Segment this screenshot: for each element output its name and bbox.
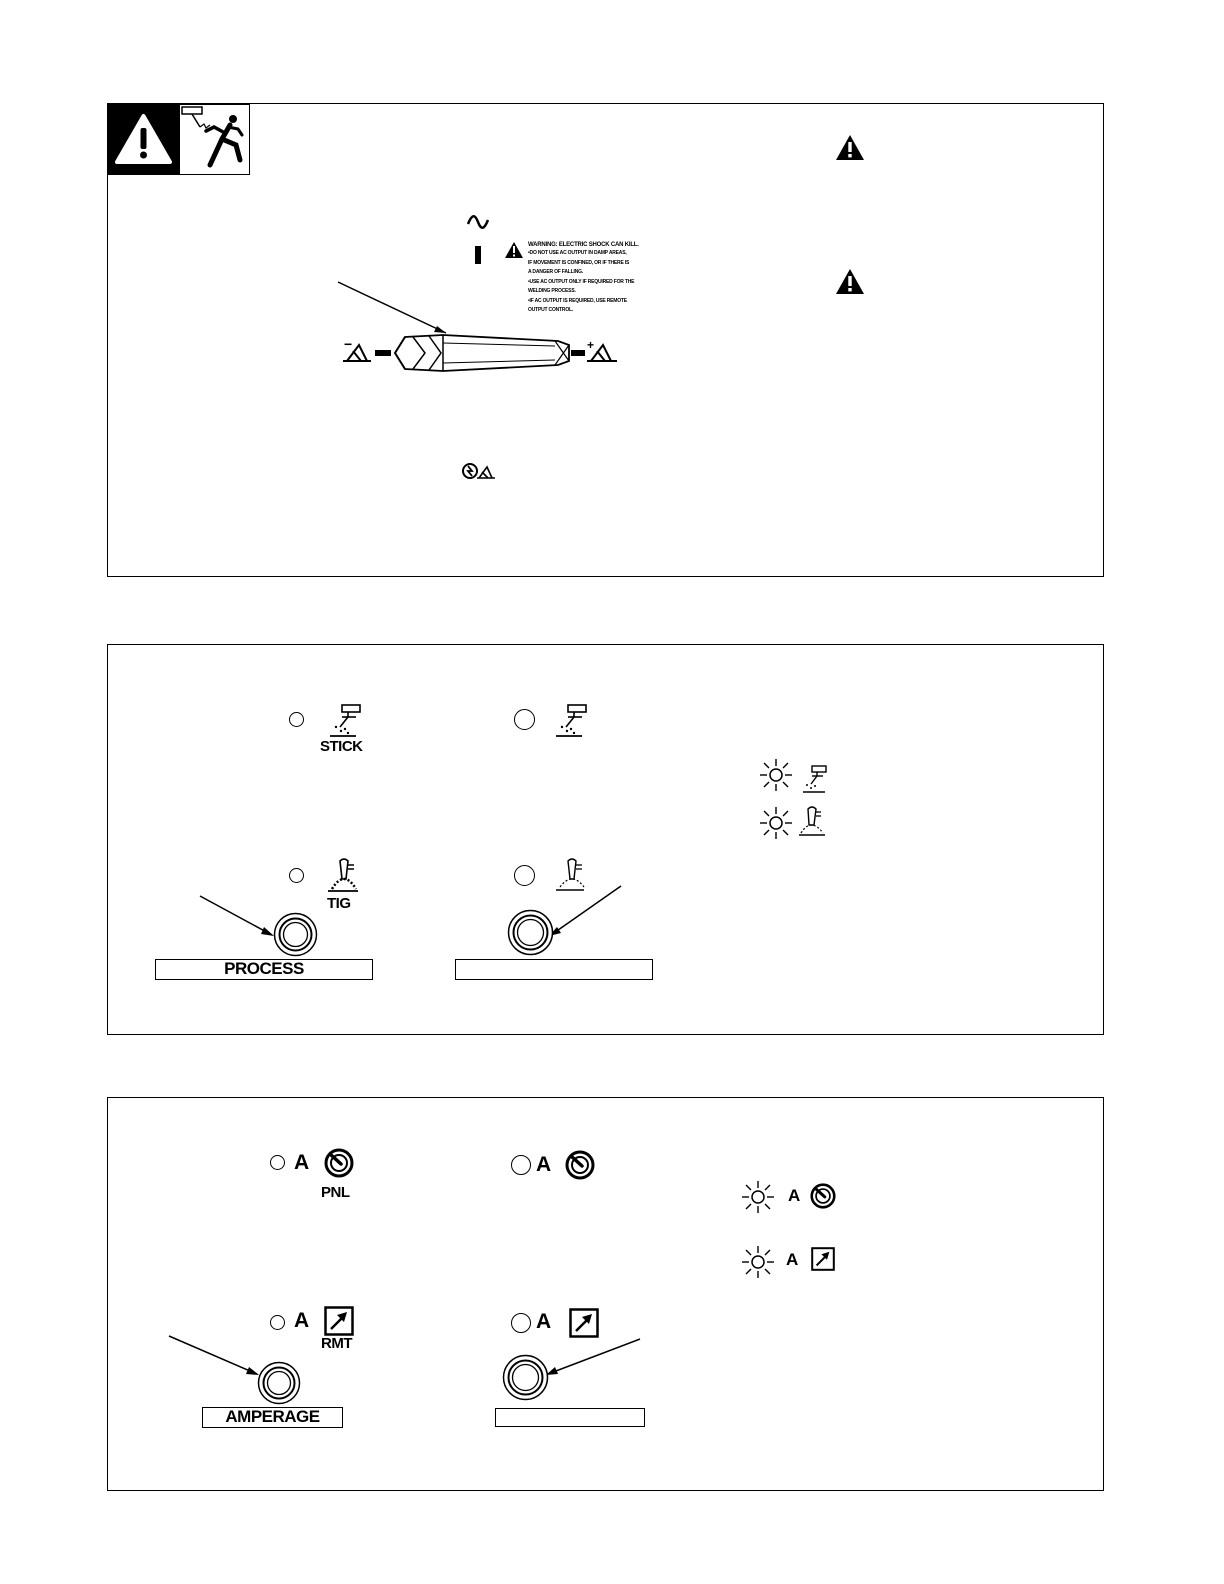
- process-button-label-blank: [455, 959, 653, 980]
- hazard-header: [108, 104, 250, 175]
- amp-symbol: A: [788, 1186, 800, 1205]
- stick-label: STICK: [320, 738, 363, 755]
- process-label-text: PROCESS: [224, 959, 304, 978]
- warning-triangle-icon: [835, 134, 865, 166]
- warning-label-triangle-icon: [504, 241, 524, 264]
- process-button-label: [155, 959, 373, 980]
- warning-label-line: •DO NOT USE AC OUTPUT IN DAMP AREAS,: [528, 250, 627, 256]
- ac-sine-icon: [466, 214, 490, 235]
- warning-triangle-icon: [835, 268, 865, 300]
- warning-label-line: A DANGER OF FALLING.: [528, 269, 583, 275]
- electric-shock-icon: [179, 104, 250, 175]
- pointer-arrow: [108, 1098, 1105, 1492]
- led-lit-icon: [741, 1245, 775, 1284]
- amp-symbol: A: [294, 1309, 309, 1332]
- warning-label-line: •IF AC OUTPUT IS REQUIRED, USE REMOTE: [528, 297, 627, 304]
- svg-text:+: +: [587, 338, 595, 352]
- amperage-button[interactable]: [502, 1354, 549, 1401]
- amperage-button[interactable]: [257, 1361, 301, 1405]
- led-lit-icon: [759, 758, 793, 797]
- warning-triangle-icon: [108, 104, 179, 175]
- remote-arrow-icon: [811, 1247, 835, 1276]
- led-lit-icon: [741, 1180, 775, 1219]
- amperage-panel: [107, 1097, 1104, 1491]
- led-lit-icon: [759, 806, 793, 845]
- polarity-switch-icon: [333, 279, 623, 394]
- amp-symbol: A: [536, 1153, 551, 1176]
- amperage-knob-icon: [810, 1183, 836, 1214]
- warning-label-title: WARNING: ELECTRIC SHOCK CAN KILL.: [528, 242, 639, 248]
- warning-label-line: IF MOVEMENT IS CONFINED, OR IF THERE IS: [528, 259, 630, 266]
- amperage-label-text: AMPERAGE: [225, 1407, 320, 1426]
- label-bar: [475, 246, 481, 264]
- amperage-button-label: [202, 1407, 343, 1428]
- process-button[interactable]: [507, 909, 554, 956]
- pnl-label: PNL: [321, 1184, 350, 1201]
- warning-label-line: •USE AC OUTPUT ONLY IF REQUIRED FOR THE: [528, 278, 635, 285]
- amp-symbol: A: [536, 1310, 551, 1333]
- tig-label: TIG: [327, 895, 351, 912]
- stick-electrode-icon: [801, 764, 829, 799]
- warning-label-line: OUTPUT CONTROL.: [528, 307, 574, 313]
- process-button[interactable]: [273, 912, 318, 957]
- amperage-button-label-blank: [495, 1408, 645, 1427]
- warning-label-line: WELDING PROCESS.: [528, 288, 576, 294]
- amp-symbol: A: [294, 1151, 309, 1174]
- shock-warning-panel: [107, 103, 1104, 577]
- process-panel: [107, 644, 1104, 1035]
- output-contactor-icon: [461, 461, 497, 486]
- tig-torch-icon: [797, 805, 827, 842]
- amp-symbol: A: [786, 1250, 798, 1269]
- svg-text:−: −: [344, 336, 353, 352]
- rmt-label: RMT: [321, 1335, 352, 1352]
